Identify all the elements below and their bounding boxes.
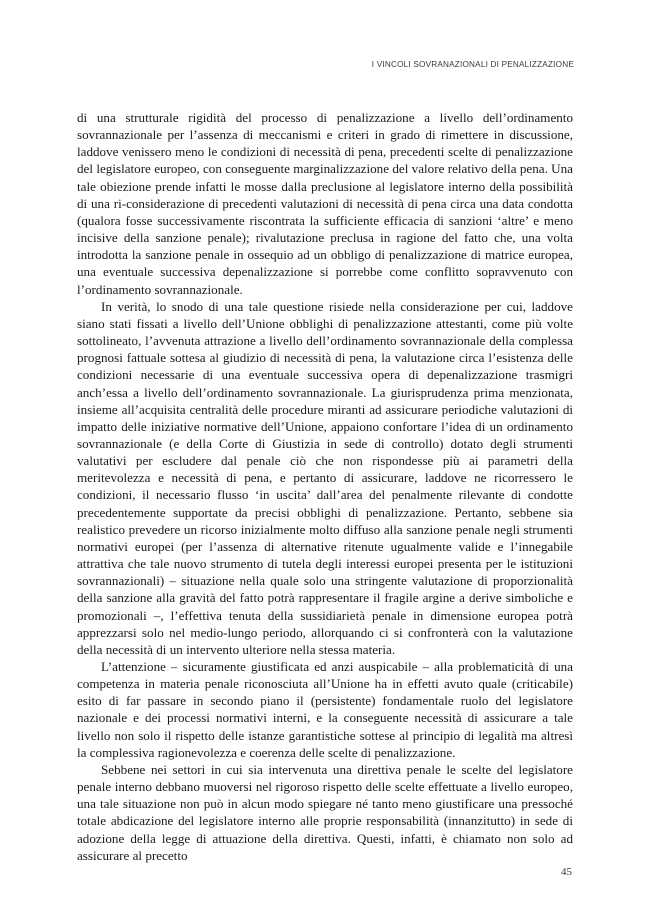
running-header: I VINCOLI SOVRANAZIONALI DI PENALIZZAZIONE (371, 60, 574, 69)
page-number: 45 (561, 866, 572, 878)
body-text (77, 109, 573, 864)
paragraph-attenzione: L’attenzione – sicuramente giustificata ed anzi auspicabile – alla problematicità di una competenza in materia penale riconosciuta all’Unione ha in effetti avuto quale (criticabile) esito di far passare in secondo piano il (persistente) fondamentale ruolo del legislatore nazionale e dei processi normativi interni, e la conseguente necessità di assicurare a tale livello non solo il rispetto delle istanze garantistiche sottese al principio di legalità ma altresì la complessiva ragionevolezza e coerenza delle scelte di penalizzazione. (77, 659, 573, 760)
paragraph-continuation: di una strutturale rigidità del processo di penalizzazione a livello dell’ordinamento sovrannazionale per l’assenza di meccanismi e criteri in grado di rimettere in discussione, laddove venissero meno le condizioni di necessità di pena, precedenti scelte di penalizzazione del legislatore europeo, con conseguente marginalizzazione del valore relativo della pena. Una tale obiezione prende infatti le mosse dalla preclusione al legislatore interno della possibilità di una ri-considerazione di precedenti valutazioni di necessità di pena circa una data condotta (qualora fosse successivamente riscontrata la sufficiente efficacia di sanzioni ‘altre’ e meno incisive della sanzione penale); rivalutazione preclusa in ragione del fatto che, una volta introdotta la sanzione penale in ossequio ad un obbligo di penalizzazione di matrice europea, una eventuale successiva depenalizzazione si porrebbe come conflitto sopravvenuto con l’ordinamento sovrannazionale. (77, 110, 573, 297)
paragraph-sebbene: Sebbene nei settori in cui sia intervenuta una direttiva penale le scelte del legislatore penale interno debbano muoversi nel rigoroso rispetto delle scelte effettuate a livello europeo, una tale situazione non può in alcun modo spiegare né tanto meno giustificare una pressoché totale abdicazione del legislatore interno alle proprie responsabilità (innanzitutto) in sede di adozione della legge di attuazione della direttiva. Questi, infatti, è chiamato non solo ad assicurare al precetto (77, 761, 573, 863)
paragraph-in-verita: In verità, lo snodo di una tale questione risiede nella considerazione per cui, laddove siano stati fissati a livello dell’Unione obblighi di penalizzazione attestanti, come più volte sottolineato, l’avvenuta attrazione a livello dell’ordinamento sovrannazionale della complessa prognosi fattuale sottesa al giudizio di necessità di pena, la valutazione circa l’esistenza delle condizioni necessarie di una eventuale successiva opera di depenalizzazione trasmigri anch’essa a livello dell’ordinamento sovrannazionale. La giurisprudenza prima menzionata, insieme all’acquisita centralità delle procedure miranti ad assicurare periodiche valutazioni di impatto delle iniziative normative dell’Unione, appaiono confortare l’idea di un ordinamento sovrannazionale (e della Corte di Giustizia in sede di controllo) dotato degli strumenti valutativi per escludere dal penale ciò che non rispondesse più ai parametri della meritevolezza e necessità di pena, e pertanto di assicurare, laddove ne ricorressero le condizioni, il necessario flusso ‘in uscita’ dall’area del penalmente rilevante di condotte precedentemente supportate da precisi obblighi di penalizzazione. Pertanto, sebbene sia realistico prevedere un ricorso inizialmente molto diffuso alla sanzione penale negli strumenti normativi europei (per l’assenza di alternative ritenute ugualmente valide e l’innegabile attrattiva che tale nuovo strumento di tutela degli interessi europei presenta per le istituzioni sovrannazionali) – situazione nella quale solo una stringente valutazione di proporzionalità della sanzione alla gravità del fatto potrà rappresentare il fragile argine a derive simboliche e promozionali –, l’effettiva tenuta della sussidiarietà penale in dimensione europea potrà apprezzarsi solo nel medio-lungo periodo, allorquando ci si confronterà con la valutazione della necessità di un intervento ulteriore nella stessa materia. (77, 298, 573, 657)
